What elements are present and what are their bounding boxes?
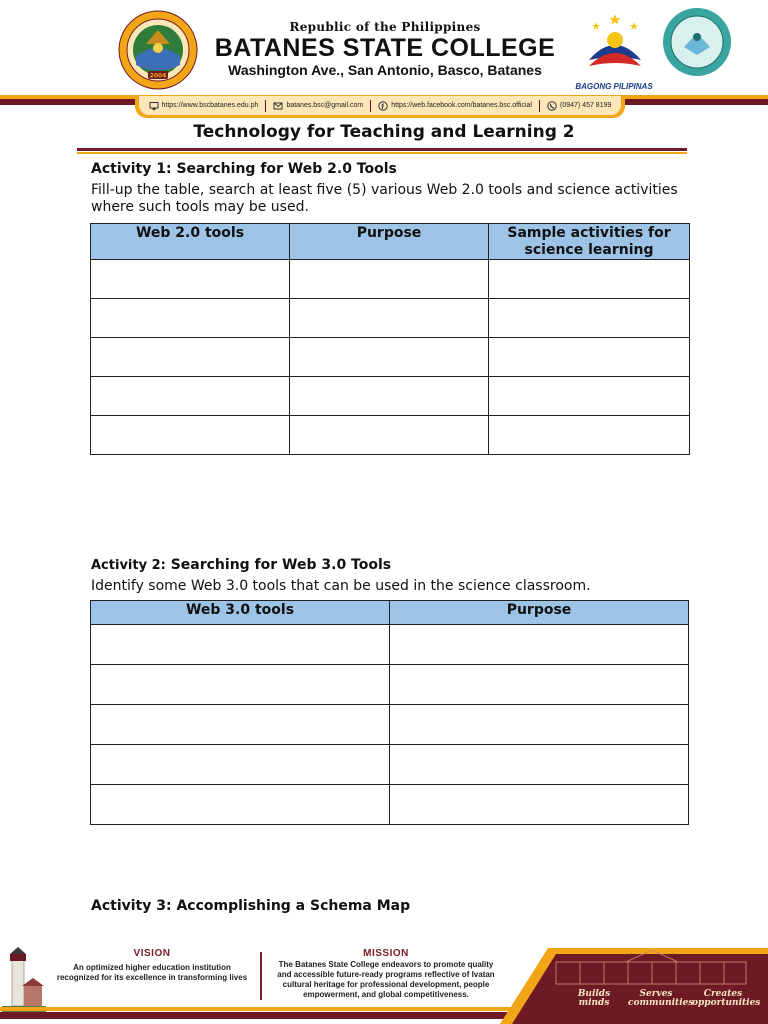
title-rule-gold <box>77 152 687 154</box>
table-cell[interactable] <box>91 665 390 705</box>
column-header: Purpose <box>390 601 689 625</box>
computer-icon <box>149 101 159 111</box>
table-cell[interactable] <box>390 705 689 745</box>
contact-bar <box>135 96 625 118</box>
tagline-serves-communities: Serves communities <box>628 989 694 1008</box>
table-row <box>91 745 689 785</box>
table-cell[interactable] <box>91 785 390 825</box>
column-header: Web 3.0 tools <box>91 601 390 625</box>
table-cell[interactable] <box>290 260 489 299</box>
table-cell[interactable] <box>91 625 390 665</box>
contact-email[interactable] <box>273 101 363 111</box>
contact-separator <box>370 100 371 112</box>
activity1-description: Fill-up the table, search at least five (5) various Web 2.0 tools and science activities where such tools may be used. <box>91 182 678 215</box>
bagong-pilipinas-label: BAGONG PILIPINAS <box>575 82 653 91</box>
activity2-heading <box>91 557 391 573</box>
table-cell[interactable] <box>290 416 489 455</box>
activity2-description: Identify some Web 3.0 tools that can be used in the science classroom. <box>91 578 591 594</box>
activity2-title: Searching for Web 3.0 Tools <box>165 557 392 573</box>
table-cell[interactable] <box>489 338 690 377</box>
contact-phone[interactable] <box>547 101 611 111</box>
phone-text: (0947) 457 8199 <box>560 102 612 109</box>
letterhead <box>0 0 768 122</box>
table-cell[interactable] <box>390 625 689 665</box>
department-seal-logo <box>662 7 732 77</box>
table-cell[interactable] <box>489 416 690 455</box>
table-row <box>91 665 689 705</box>
activity1-heading: Activity 1: Searching for Web 2.0 Tools <box>91 161 397 177</box>
phone-icon <box>547 101 557 111</box>
mission-text: The Batanes State College endeavors to promote quality and accessible future-ready programs reflective of Ivatan cultural heritage for professional development, people empowerment, and global competitiveness. <box>277 960 495 999</box>
svg-text:2004: 2004 <box>149 72 167 80</box>
table-row <box>91 377 690 416</box>
college-name: BATANES STATE COLLEGE <box>214 34 556 62</box>
contact-website[interactable] <box>149 101 259 111</box>
table-row <box>91 625 689 665</box>
table-row <box>91 299 690 338</box>
column-header: Web 2.0 tools <box>91 224 290 260</box>
republic-line: Republic of the Philippines <box>289 20 481 34</box>
activity3-heading: Activity 3: Accomplishing a Schema Map <box>91 898 411 914</box>
activity1-table <box>90 223 690 455</box>
table-cell[interactable] <box>390 665 689 705</box>
letterhead-footer <box>0 940 768 1024</box>
activity2-label: Activity 2: <box>91 558 166 573</box>
website-text: https://www.bscbatanes.edu.ph <box>161 102 259 109</box>
title-rule-maroon <box>77 148 687 151</box>
activity2-table <box>90 600 689 825</box>
column-header: Purpose <box>290 224 489 260</box>
table-cell[interactable] <box>91 745 390 785</box>
envelope-icon <box>273 101 283 111</box>
table-header-row <box>91 601 689 625</box>
table-header-row <box>91 224 690 260</box>
email-text: batanes.bsc@gmail.com <box>286 102 364 109</box>
table-cell[interactable] <box>489 260 690 299</box>
college-seal-logo <box>118 10 198 90</box>
table-cell[interactable] <box>91 705 390 745</box>
table-row <box>91 260 690 299</box>
table-cell[interactable] <box>489 377 690 416</box>
contact-facebook[interactable] <box>378 101 532 111</box>
table-cell[interactable] <box>290 377 489 416</box>
table-row <box>91 416 690 455</box>
table-cell[interactable] <box>390 785 689 825</box>
letterhead-text <box>210 20 560 78</box>
table-row <box>91 338 690 377</box>
mission-title: MISSION <box>363 948 409 959</box>
table-cell[interactable] <box>91 260 290 299</box>
college-address: Washington Ave., San Antonio, Basco, Batanes <box>228 62 542 78</box>
bagong-pilipinas-logo <box>574 10 656 92</box>
table-cell[interactable] <box>91 377 290 416</box>
table-cell[interactable] <box>91 299 290 338</box>
vision-text: An optimized higher education institution recognized for its excellence in transforming lives <box>56 963 248 982</box>
column-header: Sample activities for science learning <box>489 224 690 260</box>
document-title: Technology for Teaching and Learning 2 <box>193 122 575 142</box>
table-row <box>91 705 689 745</box>
contact-separator <box>265 100 266 112</box>
campus-building-panel <box>0 940 768 1024</box>
contact-separator <box>539 100 540 112</box>
facebook-text: https://web.facebook.com/batanes.bsc.official <box>391 102 532 109</box>
table-cell[interactable] <box>290 338 489 377</box>
table-cell[interactable] <box>91 416 290 455</box>
table-row <box>91 785 689 825</box>
vision-title: VISION <box>133 948 171 959</box>
table-cell[interactable] <box>290 299 489 338</box>
table-cell[interactable] <box>390 745 689 785</box>
tagline-creates-opportunities: Creates opportunities <box>692 989 761 1008</box>
table-cell[interactable] <box>91 338 290 377</box>
tagline-builds-minds: Builds minds <box>577 989 611 1008</box>
facebook-icon <box>378 101 388 111</box>
table-cell[interactable] <box>489 299 690 338</box>
